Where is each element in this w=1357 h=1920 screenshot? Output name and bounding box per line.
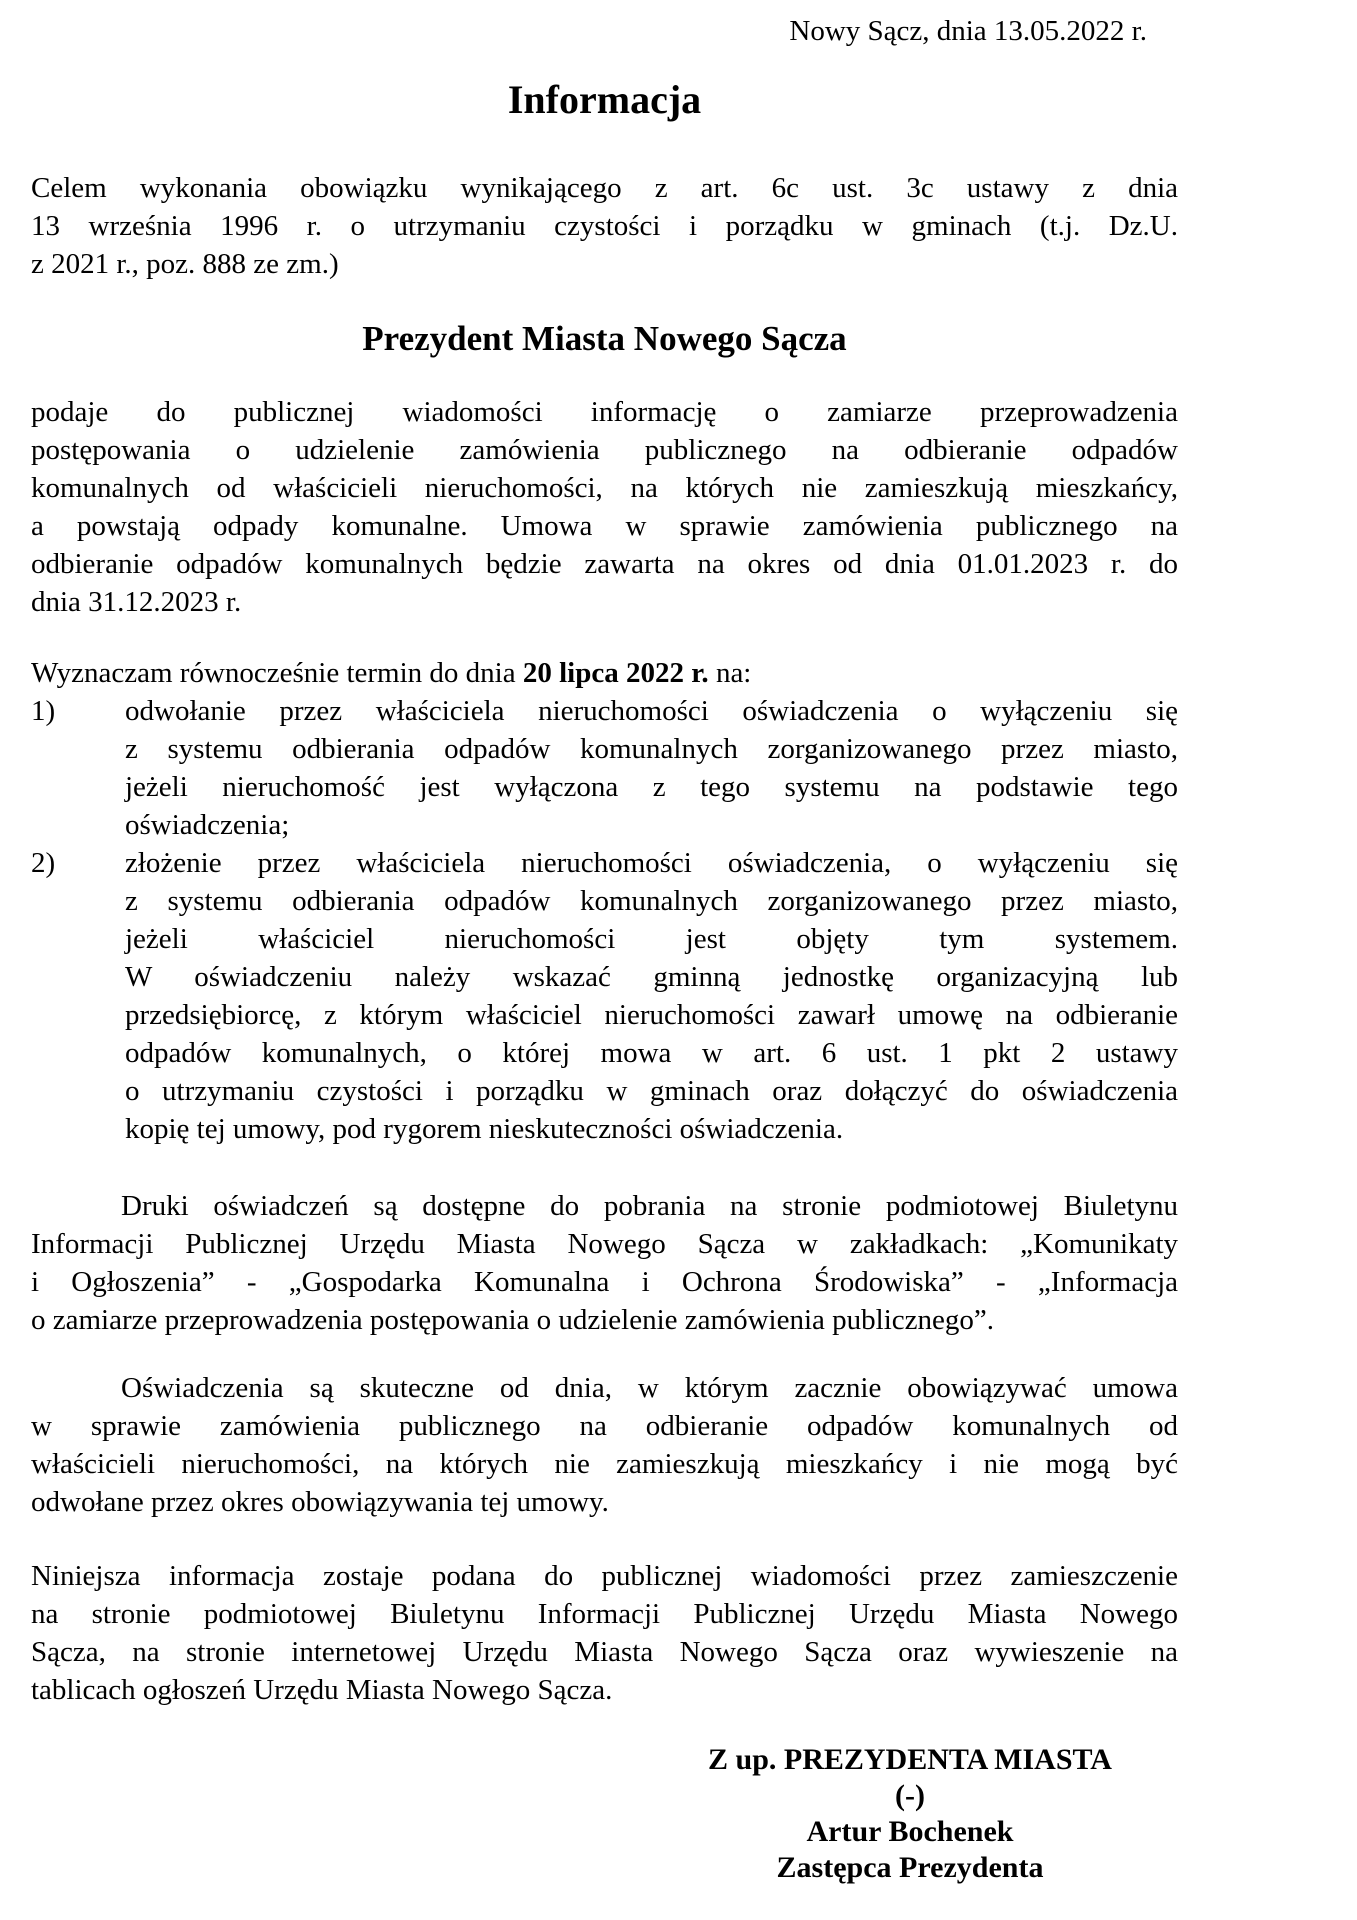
text-line: Informacji Publicznej Urzędu Miasta Nowego Sącza w zakładkach: „Komunikaty (31, 1228, 1178, 1260)
text-line: z systemu odbierania odpadów komunalnych zorganizowanego przez miasto, (125, 733, 1178, 765)
text-line: Celem wykonania obowiązku wynikającego z art. 6c ust. 3c ustawy z dnia (31, 172, 1178, 204)
text-line: złożenie przez właściciela nieruchomości oświadczenia, o wyłączeniu się (125, 847, 1178, 879)
signature-authority: Z up. PREZYDENTA MIASTA (708, 1743, 1112, 1776)
deadline-date: 20 lipca 2022 r. (522, 657, 709, 689)
text-line: na stronie podmiotowej Biuletynu Informacji Publicznej Urzędu Miasta Nowego (31, 1598, 1178, 1630)
text-line: z systemu odbierania odpadów komunalnych zorganizowanego przez miasto, (125, 885, 1178, 917)
list-item-2 (31, 844, 1178, 1148)
signature-name: Artur Bochenek (806, 1815, 1014, 1848)
signature-block (630, 1742, 1190, 1886)
text-line: jeżeli nieruchomość jest wyłączona z tego systemu na podstawie tego (125, 771, 1178, 803)
text-line: 13 września 1996 r. o utrzymaniu czystości i porządku w gminach (t.j. Dz.U. (31, 210, 1178, 242)
text-line: jeżeli właściciel nieruchomości jest objęty tym systemem. (125, 923, 1178, 955)
forms-paragraph (31, 1187, 1178, 1339)
text-line: oświadczenia; (125, 809, 290, 841)
announcement-paragraph (31, 393, 1178, 621)
text-line: kopię tej umowy, pod rygorem nieskuteczności oświadczenia. (125, 1113, 844, 1145)
text-line: Druki oświadczeń są dostępne do pobrania na stronie podmiotowej Biuletynu (121, 1190, 1178, 1222)
signature-mark: (-) (895, 1779, 925, 1812)
text-line: o utrzymaniu czystości i porządku w gminach oraz dołączyć do oświadczenia (125, 1075, 1178, 1107)
text-line: o zamiarze przeprowadzenia postępowania o udzielenie zamówienia publicznego”. (31, 1304, 994, 1336)
text-line: przedsiębiorcę, z którym właściciel nieruchomości zawarł umowę na odbieranie (125, 999, 1178, 1031)
text-line: Niniejsza informacja zostaje podana do publicznej wiadomości przez zamieszczenie (31, 1560, 1178, 1592)
text-line: postępowania o udzielenie zamówienia publicznego na odbieranie odpadów (31, 434, 1178, 466)
text-line: odwołane przez okres obowiązywania tej umowy. (31, 1486, 609, 1518)
signature-role: Zastępca Prezydenta (776, 1851, 1044, 1884)
text-line: odbieranie odpadów komunalnych będzie zawarta na okres od dnia 01.01.2023 r. do (31, 548, 1178, 580)
publication-paragraph (31, 1557, 1178, 1709)
text-line: tablicach ogłoszeń Urzędu Miasta Nowego Sącza. (31, 1674, 613, 1706)
text-line: i Ogłoszenia” - „Gospodarka Komunalna i Ochrona Środowiska” - „Informacja (31, 1266, 1178, 1298)
text-line: a powstają odpady komunalne. Umowa w sprawie zamówienia publicznego na (31, 510, 1178, 542)
text-line: w sprawie zamówienia publicznego na odbieranie odpadów komunalnych od (31, 1410, 1178, 1442)
text-line: komunalnych od właścicieli nieruchomości, na których nie zamieszkują mieszkańcy, (31, 472, 1178, 504)
issuer-heading: Prezydent Miasta Nowego Sącza (362, 319, 847, 358)
deadline-prefix: Wyznaczam równocześnie termin do dnia (31, 657, 523, 689)
deadline-line (31, 654, 1178, 692)
intro-paragraph (31, 169, 1178, 283)
text-line: podaje do publicznej wiadomości informację o zamiarze przeprowadzenia (31, 396, 1178, 428)
document-title: Informacja (507, 77, 702, 122)
list-item-1-number: 1) (31, 695, 56, 727)
date-line: Nowy Sącz, dnia 13.05.2022 r. (789, 15, 1147, 47)
deadline-suffix: na: (708, 657, 752, 689)
text-line: odpadów komunalnych, o której mowa w art. 6 ust. 1 pkt 2 ustawy (125, 1037, 1178, 1069)
text-line: odwołanie przez właściciela nieruchomości oświadczenia o wyłączeniu się (125, 695, 1178, 727)
list-item-1 (31, 692, 1178, 844)
text-line: Oświadczenia są skuteczne od dnia, w którym zacznie obowiązywać umowa (121, 1372, 1178, 1404)
text-line: W oświadczeniu należy wskazać gminną jednostkę organizacyjną lub (125, 961, 1178, 993)
text-line: Sącza, na stronie internetowej Urzędu Miasta Nowego Sącza oraz wywieszenie na (31, 1636, 1178, 1668)
text-line: z 2021 r., poz. 888 ze zm.) (31, 248, 339, 280)
text-line: właścicieli nieruchomości, na których nie zamieszkują mieszkańcy i nie mogą być (31, 1448, 1178, 1480)
text-line: dnia 31.12.2023 r. (31, 586, 242, 618)
effectiveness-paragraph (31, 1369, 1178, 1521)
list-item-2-number: 2) (31, 847, 56, 879)
